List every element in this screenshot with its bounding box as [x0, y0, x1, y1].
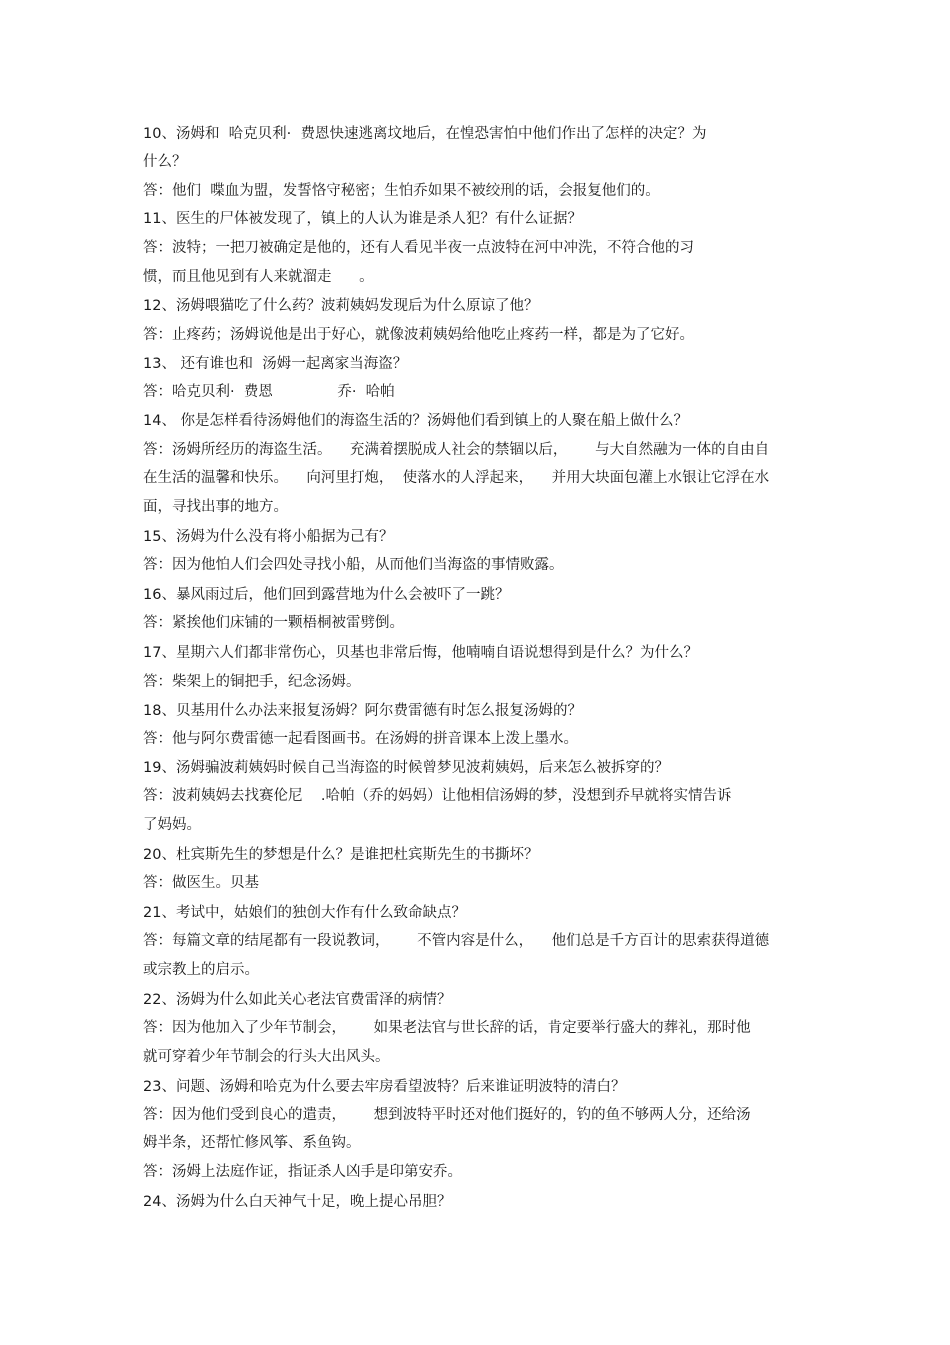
answer-19-line-2: 了妈妈。 — [143, 817, 201, 833]
question-18: 18、贝基用什么办法来报复汤姆？阿尔费雷德有时怎么报复汤姆的？ — [143, 703, 582, 719]
question-11: 11、医生的尸体被发现了，镇上的人认为谁是杀人犯？有什么证据？ — [143, 211, 582, 227]
question-16: 16、暴风雨过后，他们回到露营地为什么会被吓了一跳？ — [143, 587, 510, 603]
answer-20: 答：做医生。贝基 — [143, 875, 259, 891]
question-22: 22、汤姆为什么如此关心老法官费雷泽的病情？ — [143, 992, 452, 1008]
question-12: 12、汤姆喂猫吃了什么药？波莉姨妈发现后为什么原谅了他？ — [143, 298, 539, 314]
answer-13: 答：哈克贝利· 费恩 乔· 哈帕 — [143, 384, 395, 400]
answer-16: 答：紧挨他们床铺的一颗梧桐被雷劈倒。 — [143, 615, 404, 631]
answer-14-line-2: 在生活的温馨和快乐。 向河里打炮， 使落水的人浮起来， 并用大块面包灌上水银让它浮在水 — [143, 470, 770, 486]
answer-19-line-1: 答：波莉姨妈去找赛伦尼 .哈帕（乔的妈妈）让他相信汤姆的梦，没想到乔早就将实情告诉 — [143, 788, 732, 804]
answer-23-line-1: 答：因为他们受到良心的遣责， 想到波特平时还对他们挺好的，钓的鱼不够两人分，还给汤 — [143, 1107, 751, 1123]
answer-21-line-2: 或宗教上的启示。 — [143, 962, 259, 978]
question-17: 17、星期六人们都非常伤心，贝基也非常后悔，他喃喃自语说想得到是什么？为什么？ — [143, 645, 698, 661]
question-13: 13、 还有谁也和 汤姆一起离家当海盗？ — [143, 356, 408, 372]
answer-23-line-2: 姆半条，还帮忙修风筝、系鱼钩。 — [143, 1135, 361, 1151]
question-20: 20、杜宾斯先生的梦想是什么？是谁把杜宾斯先生的书撕坏？ — [143, 847, 539, 863]
answer-11-line-2: 惯，而且他见到有人来就溜走 。 — [143, 269, 374, 285]
answer-12: 答：止疼药；汤姆说他是出于好心，就像波莉姨妈给他吃止疼药一样，都是为了它好。 — [143, 327, 694, 343]
question-23: 23、问题、汤姆和哈克为什么要去牢房看望波特？后来谁证明波特的清白？ — [143, 1079, 626, 1095]
answer-15: 答：因为他怕人们会四处寻找小船，从而他们当海盗的事情败露。 — [143, 557, 564, 573]
answer-22-line-1: 答：因为他加入了少年节制会， 如果老法官与世长辞的话，肯定要举行盛大的葬礼，那时他 — [143, 1020, 751, 1036]
answer-14-line-3: 面，寻找出事的地方。 — [143, 499, 288, 515]
question-21: 21、考试中，姑娘们的独创大作有什么致命缺点？ — [143, 905, 466, 921]
answer-17: 答：柴架上的铜把手，纪念汤姆。 — [143, 674, 361, 690]
question-15: 15、汤姆为什么没有将小船据为己有？ — [143, 529, 394, 545]
answer-22-line-2: 就可穿着少年节制会的行头大出风头。 — [143, 1049, 390, 1065]
answer-21-line-1: 答：每篇文章的结尾都有一段说教词， 不管内容是什么， 他们总是千方百计的思索获得道德 — [143, 933, 770, 949]
answer-14-line-1: 答：汤姆所经历的海盗生活。 充满着摆脱成人社会的禁锢以后， 与大自然融为一体的自由自 — [143, 442, 770, 458]
answer-11-line-1: 答：波特；一把刀被确定是他的，还有人看见半夜一点波特在河中冲洗，不符合他的习 — [143, 240, 694, 256]
answer-18: 答：他与阿尔费雷德一起看图画书。在汤姆的拼音课本上泼上墨水。 — [143, 731, 578, 747]
question-19: 19、汤姆骗波莉姨妈时候自己当海盗的时候曾梦见波莉姨妈，后来怎么被拆穿的？ — [143, 760, 669, 776]
question-10-line-2: 什么？ — [143, 154, 187, 170]
question-14: 14、 你是怎样看待汤姆他们的海盗生活的？汤姆他们看到镇上的人聚在船上做什么？ — [143, 413, 689, 429]
answer-10: 答：他们 喋血为盟，发誓恪守秘密；生怕乔如果不被绞刑的话，会报复他们的。 — [143, 183, 660, 199]
question-10-line-1: 10、汤姆和 哈克贝利· 费恩快速逃离坟地后，在惶恐害怕中他们作出了怎样的决定？为 — [143, 126, 707, 142]
question-24: 24、汤姆为什么白天神气十足，晚上提心吊胆？ — [143, 1194, 452, 1210]
answer-23-line-3: 答：汤姆上法庭作证，指证杀人凶手是印第安乔。 — [143, 1164, 462, 1180]
